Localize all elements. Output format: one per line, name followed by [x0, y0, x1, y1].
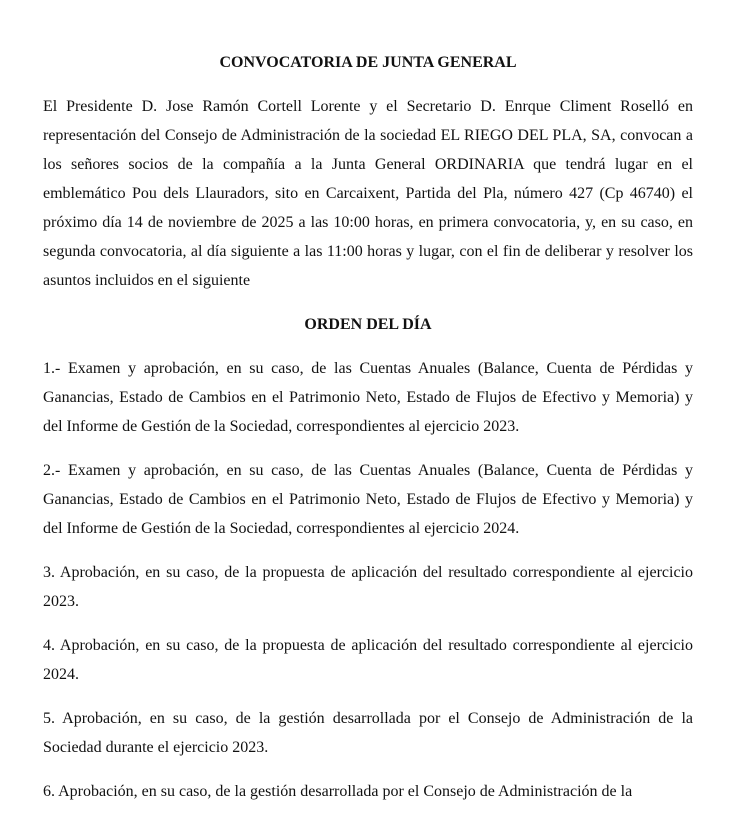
intro-paragraph: El Presidente D. Jose Ramón Cortell Lorente y el Secretario D. Enrque Climent Roselló en representación del Consejo de Administración de la sociedad EL RIEGO DEL PLA, SA, convocan a los señores socios de la compañía a la Junta General ORDINARIA que tendrá lugar en el emblemático Pou dels Llauradors, sito en Carcaixent, Partida del Pla, número 427 (Cp 46740) el próximo día 14 de noviembre de 2025 a las 10:00 horas, en primera convocatoria, y, en su caso, en segunda convocatoria, al día siguiente a las 11:00 horas y lugar, con el fin de deliberar y resolver los asuntos incluidos en el siguiente	[43, 98, 693, 289]
agenda-item: 2.- Examen y aprobación, en su caso, de las Cuentas Anuales (Balance, Cuenta de Pérdidas y Ganancias, Estado de Cambios en el Patrimonio Neto, Estado de Flujos de Efectivo y Memoria) y del Informe de Gestión de la Sociedad, correspondientes al ejercicio 2024.	[43, 462, 693, 537]
document-page	[43, 48, 693, 821]
document-title: CONVOCATORIA DE JUNTA GENERAL	[219, 54, 517, 71]
agenda-item: 3. Aprobación, en su caso, de la propuesta de aplicación del resultado correspondiente al ejercicio 2023.	[43, 564, 693, 610]
agenda-item: 1.- Examen y aprobación, en su caso, de las Cuentas Anuales (Balance, Cuenta de Pérdidas y Ganancias, Estado de Cambios en el Patrimonio Neto, Estado de Flujos de Efectivo y Memoria) y del Informe de Gestión de la Sociedad, correspondientes al ejercicio 2023.	[43, 360, 693, 435]
agenda-item: 4. Aprobación, en su caso, de la propuesta de aplicación del resultado correspondiente al ejercicio 2024.	[43, 637, 693, 683]
agenda-item: 5. Aprobación, en su caso, de la gestión desarrollada por el Consejo de Administración de la Sociedad durante el ejercicio 2023.	[43, 710, 693, 756]
agenda-title: ORDEN DEL DÍA	[304, 316, 432, 333]
agenda-item: 6. Aprobación, en su caso, de la gestión desarrollada por el Consejo de Administración de la	[43, 783, 633, 800]
agenda-list	[43, 354, 693, 806]
